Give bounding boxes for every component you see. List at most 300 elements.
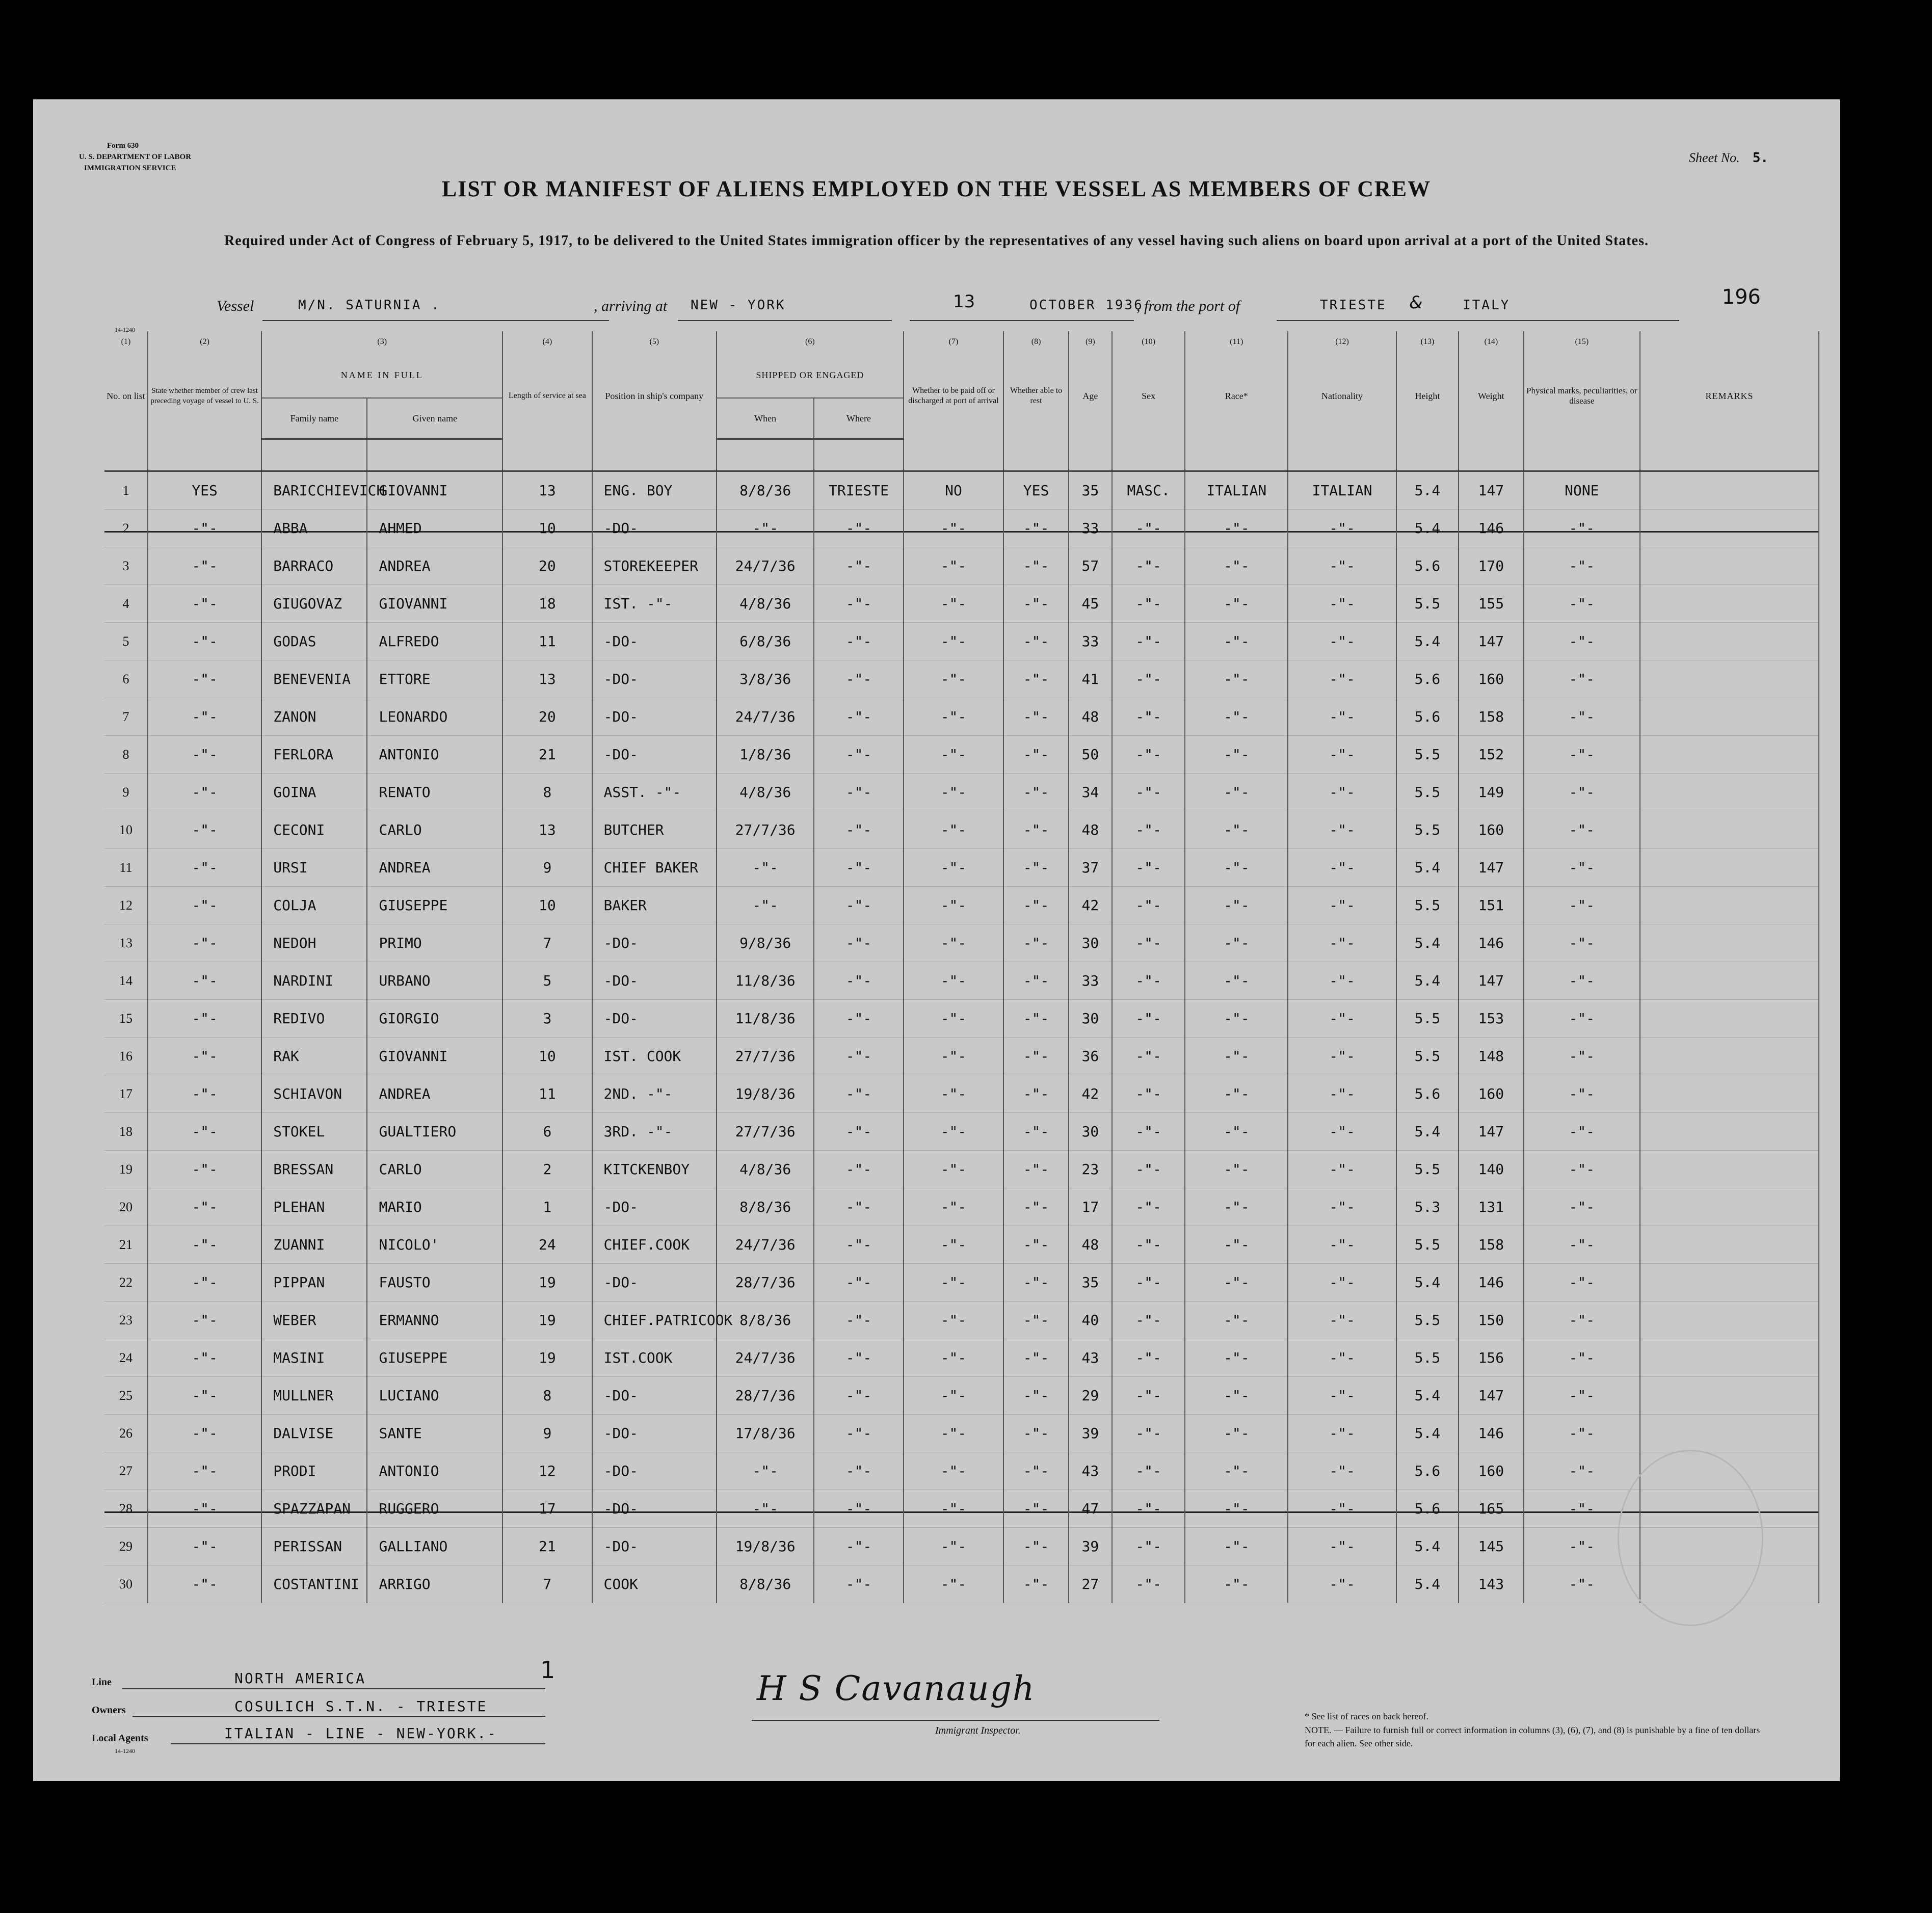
cell-shipped-where: -"- (814, 1301, 903, 1339)
cell-given-name: AHMED (367, 510, 502, 547)
cell-shipped-where: -"- (814, 1264, 903, 1301)
cell-sex: -"- (1112, 1339, 1185, 1377)
cell-nationality: -"- (1288, 1000, 1396, 1038)
crew-row (104, 736, 1819, 774)
cell-shipped-where: -"- (814, 585, 903, 623)
cell-remarks (1640, 1188, 1819, 1226)
cell-nationality: -"- (1288, 1151, 1396, 1188)
cell-physical-marks: -"- (1524, 1264, 1640, 1301)
cell-weight: 140 (1459, 1151, 1524, 1188)
cell-length-of-service: 9 (502, 849, 592, 887)
cell-nationality: -"- (1288, 1339, 1396, 1377)
cell-paid-off: -"- (904, 1339, 1004, 1377)
cell-age: 42 (1069, 1075, 1112, 1113)
sheet-number-value: 5. (1752, 150, 1768, 166)
cell-able-to-rest: -"- (1003, 1075, 1069, 1113)
cell-row-number: 15 (104, 1000, 148, 1038)
cell-length-of-service: 21 (502, 736, 592, 774)
cell-weight: 145 (1459, 1528, 1524, 1565)
cell-family-name: GODAS (261, 623, 367, 660)
cell-sex: -"- (1112, 510, 1185, 547)
cell-row-number: 6 (104, 660, 148, 698)
cell-given-name: ANTONIO (367, 736, 502, 774)
cell-given-name: ALFREDO (367, 623, 502, 660)
arriving-port: NEW - YORK (691, 298, 786, 313)
cell-nationality: -"- (1288, 736, 1396, 774)
col-num: (14) (1459, 331, 1524, 353)
cell-sex: -"- (1112, 887, 1185, 924)
crew-row (104, 1151, 1819, 1188)
cell-previous-voyage: -"- (148, 736, 261, 774)
cell-row-number: 17 (104, 1075, 148, 1113)
cell-sex: -"- (1112, 1301, 1185, 1339)
cell-able-to-rest: -"- (1003, 585, 1069, 623)
cell-given-name: CARLO (367, 1151, 502, 1188)
cell-physical-marks: -"- (1524, 849, 1640, 887)
col-num: (12) (1288, 331, 1396, 353)
cell-row-number: 19 (104, 1151, 148, 1188)
cell-family-name: SCHIAVON (261, 1075, 367, 1113)
sheet-number-label: Sheet No. (1689, 150, 1740, 165)
cell-shipped-where: -"- (814, 660, 903, 698)
cell-length-of-service: 8 (502, 774, 592, 811)
cell-row-number: 16 (104, 1038, 148, 1075)
cell-previous-voyage: -"- (148, 547, 261, 585)
cell-sex: -"- (1112, 1415, 1185, 1452)
cell-age: 35 (1069, 1264, 1112, 1301)
cell-nationality: ITALIAN (1288, 471, 1396, 510)
cell-paid-off: -"- (904, 1000, 1004, 1038)
cell-length-of-service: 18 (502, 585, 592, 623)
cell-length-of-service: 7 (502, 1565, 592, 1603)
cell-race: -"- (1185, 1000, 1288, 1038)
cell-sex: -"- (1112, 1452, 1185, 1490)
cell-given-name: ERMANNO (367, 1301, 502, 1339)
cell-weight: 170 (1459, 547, 1524, 585)
cell-family-name: BARICCHIEVICH (261, 471, 367, 510)
cell-row-number: 20 (104, 1188, 148, 1226)
cell-height: 5.6 (1396, 1490, 1459, 1528)
cell-previous-voyage: -"- (148, 1038, 261, 1075)
cell-physical-marks: -"- (1524, 811, 1640, 849)
cell-length-of-service: 13 (502, 471, 592, 510)
cell-age: 47 (1069, 1490, 1112, 1528)
cell-row-number: 7 (104, 698, 148, 736)
cell-length-of-service: 19 (502, 1339, 592, 1377)
cell-physical-marks: -"- (1524, 585, 1640, 623)
cell-shipped-where: -"- (814, 698, 903, 736)
cell-row-number: 13 (104, 924, 148, 962)
cell-able-to-rest: -"- (1003, 1565, 1069, 1603)
cell-nationality: -"- (1288, 1038, 1396, 1075)
cell-family-name: NARDINI (261, 962, 367, 1000)
header-able-to-rest: Whether able to rest (1003, 353, 1069, 439)
cell-nationality: -"- (1288, 1264, 1396, 1301)
cell-length-of-service: 12 (502, 1452, 592, 1490)
cell-sex: -"- (1112, 1188, 1185, 1226)
arriving-label: , arriving at (594, 298, 668, 314)
cell-shipped-when: 28/7/36 (717, 1264, 814, 1301)
col-num: (10) (1112, 331, 1185, 353)
form-code-top: 14-1240 (115, 326, 135, 333)
cell-previous-voyage: -"- (148, 1226, 261, 1264)
cell-previous-voyage: -"- (148, 1264, 261, 1301)
cell-given-name: GIOVANNI (367, 471, 502, 510)
cell-sex: -"- (1112, 1151, 1185, 1188)
cell-race: -"- (1185, 924, 1288, 962)
cell-able-to-rest: -"- (1003, 623, 1069, 660)
cell-sex: -"- (1112, 924, 1185, 962)
cell-nationality: -"- (1288, 1301, 1396, 1339)
arriving-underline (678, 320, 892, 321)
cell-position: -DO- (592, 1528, 717, 1565)
cell-nationality: -"- (1288, 698, 1396, 736)
cell-shipped-where: -"- (814, 1565, 903, 1603)
cell-physical-marks: -"- (1524, 962, 1640, 1000)
cell-position: -DO- (592, 510, 717, 547)
cell-previous-voyage: -"- (148, 1490, 261, 1528)
cell-nationality: -"- (1288, 1415, 1396, 1452)
cell-given-name: GIOVANNI (367, 585, 502, 623)
cell-position: KITCKENBOY (592, 1151, 717, 1188)
cell-position: 2ND. -"- (592, 1075, 717, 1113)
cell-weight: 158 (1459, 1226, 1524, 1264)
col-num: (4) (502, 331, 592, 353)
header-nationality: Nationality (1288, 353, 1396, 439)
cell-height: 5.5 (1396, 1226, 1459, 1264)
cell-paid-off: -"- (904, 1452, 1004, 1490)
vessel-underline (262, 320, 609, 321)
header-spacer-row (104, 439, 1819, 471)
cell-shipped-when: 11/8/36 (717, 962, 814, 1000)
cell-paid-off: -"- (904, 1188, 1004, 1226)
cell-family-name: MASINI (261, 1339, 367, 1377)
cell-shipped-where: -"- (814, 924, 903, 962)
cell-physical-marks: -"- (1524, 924, 1640, 962)
cell-shipped-when: 19/8/36 (717, 1528, 814, 1565)
cell-age: 57 (1069, 547, 1112, 585)
cell-position: -DO- (592, 962, 717, 1000)
cell-paid-off: -"- (904, 510, 1004, 547)
cell-weight: 152 (1459, 736, 1524, 774)
cell-shipped-where: -"- (814, 510, 903, 547)
crew-row (104, 1264, 1819, 1301)
cell-able-to-rest: -"- (1003, 1339, 1069, 1377)
cell-row-number: 24 (104, 1339, 148, 1377)
from-port: TRIESTE (1320, 298, 1387, 313)
cell-position: -DO- (592, 1415, 717, 1452)
cell-family-name: PRODI (261, 1452, 367, 1490)
crew-row (104, 585, 1819, 623)
cell-height: 5.6 (1396, 698, 1459, 736)
cell-shipped-when: 4/8/36 (717, 1151, 814, 1188)
cell-shipped-when: 3/8/36 (717, 660, 814, 698)
cell-sex: -"- (1112, 1528, 1185, 1565)
cell-race: -"- (1185, 1452, 1288, 1490)
crew-row (104, 1377, 1819, 1415)
cell-remarks (1640, 1113, 1819, 1151)
cell-paid-off: -"- (904, 1038, 1004, 1075)
col-num: (7) (904, 331, 1004, 353)
cell-shipped-where: -"- (814, 1377, 903, 1415)
line-underline (122, 1688, 545, 1689)
cell-sex: -"- (1112, 1490, 1185, 1528)
cell-shipped-when: 17/8/36 (717, 1415, 814, 1452)
service-name: IMMIGRATION SERVICE (84, 164, 176, 172)
cell-length-of-service: 7 (502, 924, 592, 962)
cell-age: 36 (1069, 1038, 1112, 1075)
cell-race: -"- (1185, 1377, 1288, 1415)
cell-able-to-rest: -"- (1003, 660, 1069, 698)
cell-age: 43 (1069, 1339, 1112, 1377)
cell-position: BAKER (592, 887, 717, 924)
cell-length-of-service: 20 (502, 698, 592, 736)
cell-nationality: -"- (1288, 585, 1396, 623)
vessel-info-row (33, 290, 1840, 321)
cell-row-number: 30 (104, 1565, 148, 1603)
cell-remarks (1640, 887, 1819, 924)
cell-row-number: 9 (104, 774, 148, 811)
cell-previous-voyage: -"- (148, 962, 261, 1000)
cell-weight: 147 (1459, 1377, 1524, 1415)
cell-remarks (1640, 698, 1819, 736)
cell-weight: 160 (1459, 811, 1524, 849)
cell-paid-off: -"- (904, 1075, 1004, 1113)
cell-previous-voyage: -"- (148, 811, 261, 849)
cell-row-number: 26 (104, 1415, 148, 1452)
cell-age: 30 (1069, 1113, 1112, 1151)
col-num: (6) (717, 331, 904, 353)
cell-paid-off: -"- (904, 1113, 1004, 1151)
cell-given-name: URBANO (367, 962, 502, 1000)
cell-sex: -"- (1112, 547, 1185, 585)
cell-remarks (1640, 660, 1819, 698)
cell-row-number: 11 (104, 849, 148, 887)
cell-paid-off: -"- (904, 849, 1004, 887)
cell-paid-off: -"- (904, 547, 1004, 585)
col-num: (5) (592, 331, 717, 353)
cell-length-of-service: 21 (502, 1528, 592, 1565)
cell-previous-voyage: -"- (148, 1000, 261, 1038)
header-remarks: REMARKS (1640, 353, 1819, 439)
cell-weight: 148 (1459, 1038, 1524, 1075)
cell-remarks (1640, 585, 1819, 623)
cell-nationality: -"- (1288, 962, 1396, 1000)
cell-race: -"- (1185, 1226, 1288, 1264)
cell-paid-off: -"- (904, 887, 1004, 924)
cell-sex: MASC. (1112, 471, 1185, 510)
cell-given-name: ARRIGO (367, 1565, 502, 1603)
cell-able-to-rest: -"- (1003, 849, 1069, 887)
cell-position: -DO- (592, 660, 717, 698)
cell-paid-off: -"- (904, 962, 1004, 1000)
cell-weight: 146 (1459, 1415, 1524, 1452)
cell-previous-voyage: -"- (148, 1151, 261, 1188)
cell-row-number: 8 (104, 736, 148, 774)
cell-physical-marks: -"- (1524, 736, 1640, 774)
cell-shipped-when: 11/8/36 (717, 1000, 814, 1038)
cell-shipped-when: 27/7/36 (717, 1038, 814, 1075)
vessel-label: Vessel (217, 298, 254, 314)
date-day: 13 (953, 291, 975, 312)
cell-family-name: BENEVENIA (261, 660, 367, 698)
cell-position: COOK (592, 1565, 717, 1603)
cell-able-to-rest: -"- (1003, 510, 1069, 547)
cell-physical-marks: -"- (1524, 1415, 1640, 1452)
col-num: (2) (148, 331, 261, 353)
cell-race: -"- (1185, 1490, 1288, 1528)
cell-height: 5.4 (1396, 510, 1459, 547)
agents-label: Local Agents (92, 1733, 148, 1744)
cell-row-number: 23 (104, 1301, 148, 1339)
cell-paid-off: -"- (904, 774, 1004, 811)
cell-shipped-where: -"- (814, 811, 903, 849)
page-number: 196 (1722, 285, 1761, 309)
cell-shipped-where: -"- (814, 623, 903, 660)
cell-weight: 160 (1459, 660, 1524, 698)
cell-given-name: ANTONIO (367, 1452, 502, 1490)
cell-given-name: FAUSTO (367, 1264, 502, 1301)
header-given-name: Given name (367, 398, 502, 439)
cell-age: 42 (1069, 887, 1112, 924)
crew-row (104, 887, 1819, 924)
cell-row-number: 21 (104, 1226, 148, 1264)
cell-able-to-rest: -"- (1003, 1415, 1069, 1452)
cell-sex: -"- (1112, 962, 1185, 1000)
and-mark: & (1409, 293, 1423, 313)
cell-race: -"- (1185, 510, 1288, 547)
cell-paid-off: -"- (904, 1490, 1004, 1528)
cell-length-of-service: 11 (502, 1075, 592, 1113)
cell-height: 5.5 (1396, 811, 1459, 849)
cell-shipped-where: -"- (814, 962, 903, 1000)
cell-physical-marks: -"- (1524, 623, 1640, 660)
cell-position: -DO- (592, 1452, 717, 1490)
cell-weight: 149 (1459, 774, 1524, 811)
cell-able-to-rest: -"- (1003, 1188, 1069, 1226)
cell-previous-voyage: -"- (148, 510, 261, 547)
cell-weight: 158 (1459, 698, 1524, 736)
cell-length-of-service: 10 (502, 1038, 592, 1075)
cell-physical-marks: -"- (1524, 1339, 1640, 1377)
cell-race: -"- (1185, 774, 1288, 811)
cell-able-to-rest: -"- (1003, 811, 1069, 849)
cell-paid-off: -"- (904, 698, 1004, 736)
cell-remarks (1640, 1075, 1819, 1113)
date-month-year: OCTOBER 1936 (1029, 298, 1144, 313)
cell-paid-off: -"- (904, 585, 1004, 623)
cell-height: 5.5 (1396, 774, 1459, 811)
cell-physical-marks: -"- (1524, 1377, 1640, 1415)
cell-given-name: NICOLO' (367, 1226, 502, 1264)
cell-position: 3RD. -"- (592, 1113, 717, 1151)
cell-height: 5.6 (1396, 1452, 1459, 1490)
form-header (79, 140, 191, 174)
cell-position: -DO- (592, 1264, 717, 1301)
cell-family-name: RAK (261, 1038, 367, 1075)
cell-length-of-service: 1 (502, 1188, 592, 1226)
cell-age: 34 (1069, 774, 1112, 811)
cell-paid-off: -"- (904, 736, 1004, 774)
cell-race: -"- (1185, 887, 1288, 924)
cell-row-number: 3 (104, 547, 148, 585)
cell-remarks (1640, 1264, 1819, 1301)
cell-able-to-rest: -"- (1003, 1038, 1069, 1075)
cell-able-to-rest: -"- (1003, 1151, 1069, 1188)
cell-height: 5.4 (1396, 849, 1459, 887)
cell-weight: 143 (1459, 1565, 1524, 1603)
cell-height: 5.5 (1396, 887, 1459, 924)
crew-row (104, 1339, 1819, 1377)
cell-sex: -"- (1112, 1038, 1185, 1075)
cell-remarks (1640, 924, 1819, 962)
cell-sex: -"- (1112, 736, 1185, 774)
cell-race: ITALIAN (1185, 471, 1288, 510)
handwritten-mark: 1 (540, 1656, 555, 1684)
crew-row (104, 1226, 1819, 1264)
cell-row-number: 1 (104, 471, 148, 510)
cell-shipped-when: 1/8/36 (717, 736, 814, 774)
cell-given-name: ANDREA (367, 547, 502, 585)
cell-sex: -"- (1112, 1377, 1185, 1415)
cell-height: 5.4 (1396, 1415, 1459, 1452)
cell-shipped-when: 9/8/36 (717, 924, 814, 962)
cell-row-number: 10 (104, 811, 148, 849)
cell-shipped-when: -"- (717, 510, 814, 547)
crew-row (104, 849, 1819, 887)
cell-position: IST. -"- (592, 585, 717, 623)
cell-nationality: -"- (1288, 887, 1396, 924)
cell-shipped-where: -"- (814, 1075, 903, 1113)
crew-row (104, 1490, 1819, 1528)
cell-previous-voyage: -"- (148, 1565, 261, 1603)
crew-row (104, 1565, 1819, 1603)
inspector-seal-stamp (1618, 1450, 1763, 1626)
cell-previous-voyage: -"- (148, 698, 261, 736)
cell-race: -"- (1185, 547, 1288, 585)
from-label: , from the port of (1136, 298, 1240, 314)
country: ITALY (1463, 298, 1511, 313)
cell-able-to-rest: -"- (1003, 736, 1069, 774)
cell-weight: 151 (1459, 887, 1524, 924)
cell-position: -DO- (592, 623, 717, 660)
cell-position: CHIEF BAKER (592, 849, 717, 887)
cell-paid-off: -"- (904, 1565, 1004, 1603)
cell-previous-voyage: -"- (148, 1339, 261, 1377)
cell-row-number: 27 (104, 1452, 148, 1490)
cell-family-name: ZANON (261, 698, 367, 736)
agents-underline (171, 1743, 545, 1744)
cell-race: -"- (1185, 698, 1288, 736)
cell-weight: 146 (1459, 924, 1524, 962)
cell-height: 5.4 (1396, 1528, 1459, 1565)
cell-nationality: -"- (1288, 811, 1396, 849)
crew-row (104, 660, 1819, 698)
cell-given-name: CARLO (367, 811, 502, 849)
header-position: Position in ship's company (592, 353, 717, 439)
cell-physical-marks: -"- (1524, 547, 1640, 585)
port-underline (1277, 320, 1679, 321)
cell-weight: 131 (1459, 1188, 1524, 1226)
cell-position: ENG. BOY (592, 471, 717, 510)
cell-length-of-service: 17 (502, 1490, 592, 1528)
cell-remarks (1640, 962, 1819, 1000)
cell-paid-off: -"- (904, 1264, 1004, 1301)
cell-family-name: MULLNER (261, 1377, 367, 1415)
cell-age: 33 (1069, 962, 1112, 1000)
cell-remarks (1640, 1151, 1819, 1188)
cell-previous-voyage: -"- (148, 1377, 261, 1415)
